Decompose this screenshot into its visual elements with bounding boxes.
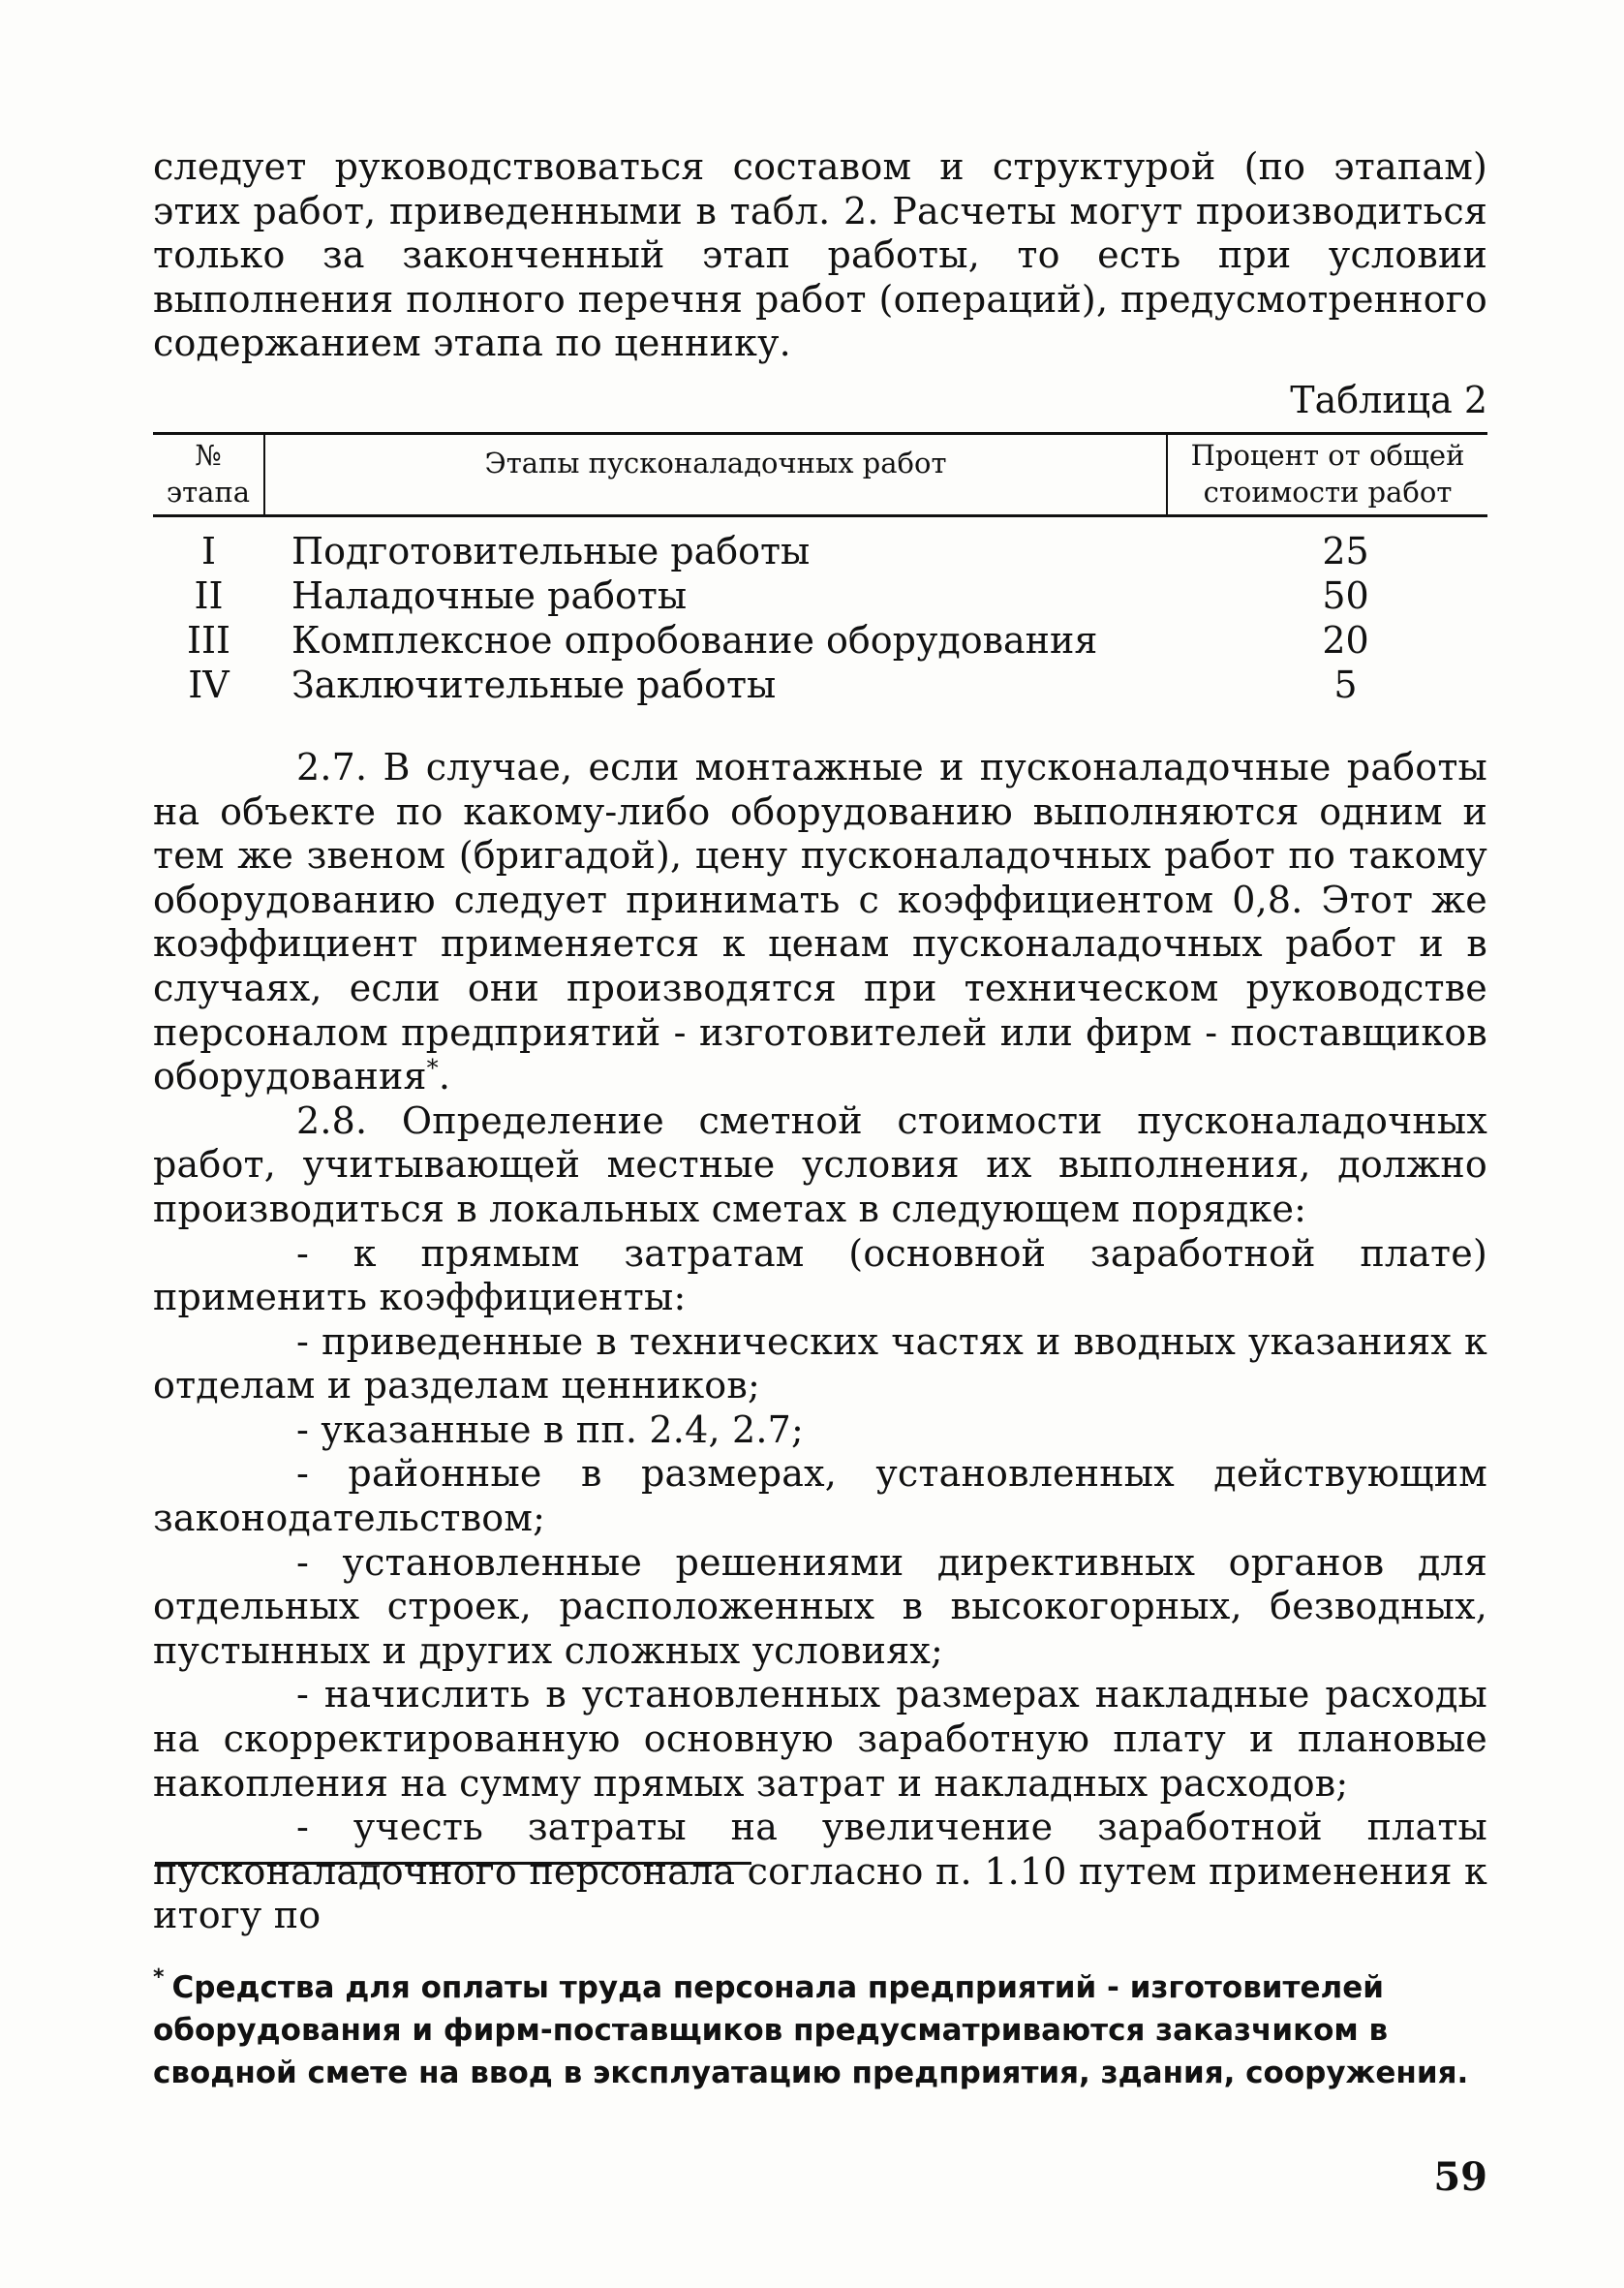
footnote-mark: * — [153, 1965, 165, 1990]
stage-number: IV — [188, 663, 230, 706]
stage-percent: 20 — [1322, 618, 1369, 662]
intro-paragraph: следует руководствоваться составом и структурой (по этапам) этих работ, приведенными в табл. 2. Расчеты могут производиться только за законченный этап работы, то есть при условии выполнения полного перечня работ (операций), предусмотренного содержанием этапа по ценнику. — [153, 145, 1487, 365]
header-number-sign: № — [195, 438, 222, 472]
stage-percent: 50 — [1322, 573, 1369, 617]
paragraph-2-7 — [153, 746, 1487, 1099]
stage-number: II — [194, 573, 224, 617]
table-row — [153, 515, 1487, 573]
list-item: - указанные в пп. 2.4, 2.7; — [296, 1407, 805, 1451]
paragraph-2-8: 2.8. Определение сметной стоимости пусконаладочных работ, учитывающей местные условия их выполнения, должно производиться в локальных сметах в следующем порядке: — [153, 1098, 1487, 1230]
table-row — [153, 618, 1487, 663]
table-row — [153, 663, 1487, 707]
list-item: - учесть затраты на увеличение заработной платы пусконаладочного персонала согласно п. 1.10 путем применения к итогу по — [153, 1806, 1487, 1937]
list-item: - приведенные в технических частях и вводных указаниях к отделам и разделам ценников; — [153, 1319, 1487, 1407]
paragraph-2-7-end: . — [438, 1055, 451, 1098]
stage-percent: 5 — [1333, 663, 1358, 706]
footnote-divider — [155, 1862, 751, 1865]
header-percent — [1167, 433, 1487, 515]
list-item: - районные в размерах, установленных действующим законодательством; — [153, 1452, 1487, 1540]
footnote — [153, 1957, 1487, 2094]
header-stage-number — [153, 433, 264, 515]
stage-number: I — [200, 529, 216, 572]
list-item: - начислить в установленных размерах накладные расходы на скорректированную основную заработную плату и плановые накопления на сумму прямых затрат и накладных расходов; — [153, 1673, 1487, 1805]
page-body — [153, 145, 1487, 1938]
header-stages: Этапы пусконаладочных работ — [264, 433, 1167, 515]
stages-table — [153, 432, 1487, 707]
table-spacer — [153, 707, 1487, 746]
table-caption: Таблица 2 — [1290, 378, 1487, 421]
table-row — [153, 573, 1487, 618]
paragraph-2-7-text: 2.7. В случае, если монтажные и пусконаладочные работы на объекте по какому-либо оборудованию выполняются одним и тем же звеном (бригадой), цену пусконаладочных работ по такому оборудованию следует принимать с коэффициентом 0,8. Этот же коэффициент применяется к ценам пусконаладочных работ и в случаях, если они производятся при техническом руководстве персоналом предприятий - изготовителей или фирм - поставщиков оборудования — [153, 745, 1487, 1098]
page-number: 59 — [1433, 2154, 1487, 2200]
stage-name: Подготовительные работы — [291, 529, 811, 572]
stage-name: Заключительные работы — [291, 663, 777, 706]
table-header-row — [153, 433, 1487, 515]
footnote-reference: * — [426, 1054, 439, 1082]
header-number-label: этапа — [166, 475, 251, 509]
stage-name: Комплексное опробование оборудования — [291, 618, 1098, 662]
stage-number: III — [186, 618, 231, 662]
stage-name: Наладочные работы — [291, 573, 688, 617]
header-percent-line2: стоимости работ — [1203, 475, 1453, 509]
list-item: - к прямым затратам (основной заработной плате) применить коэффициенты: — [153, 1231, 1487, 1319]
list-item: - установленные решениями директивных органов для отдельных строек, расположенных в высокогорных, безводных, пустынных и других сложных условиях; — [153, 1540, 1487, 1672]
header-percent-line1: Процент от общей — [1190, 438, 1465, 472]
stage-percent: 25 — [1322, 529, 1369, 572]
footnote-text: Средства для оплаты труда персонала предприятий - изготовителей оборудования и фирм-поставщиков предусматриваются заказчиком в сводной смете на ввод в эксплуатацию предприятия, здания, сооружения. — [153, 1970, 1469, 2090]
